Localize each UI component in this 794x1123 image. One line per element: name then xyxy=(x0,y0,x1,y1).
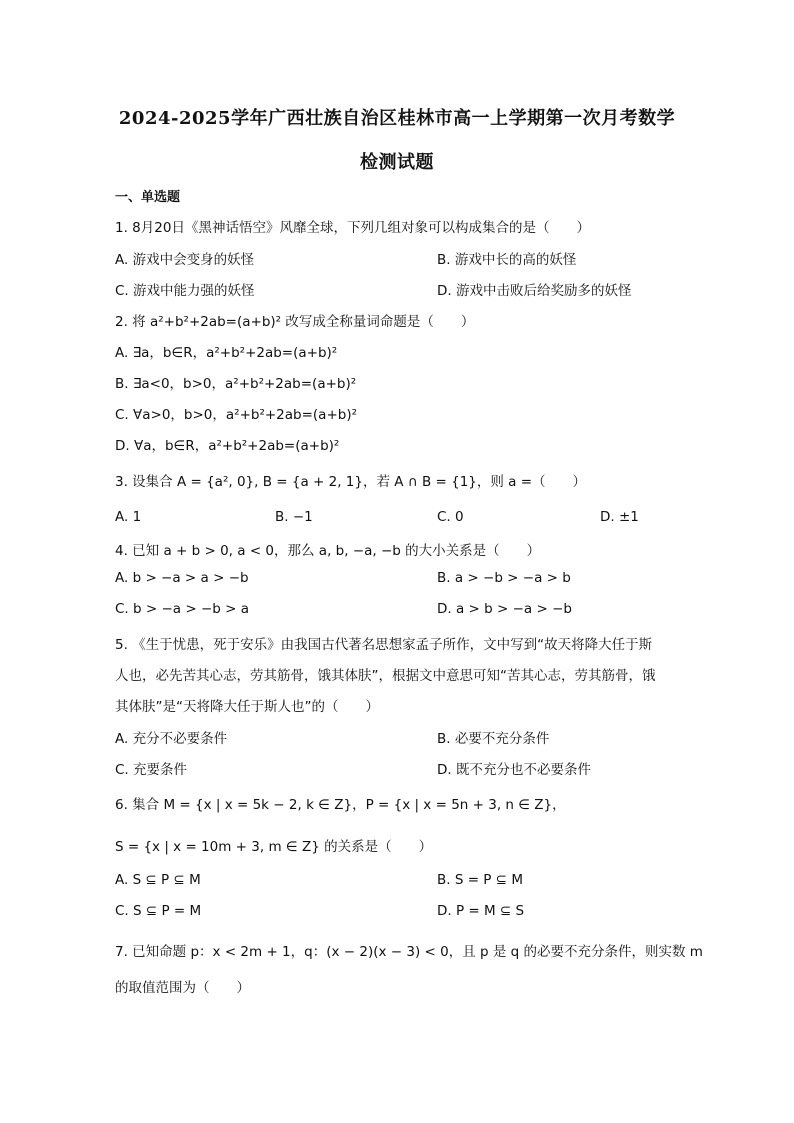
question-6-option-c: C. S ⊆ P = M xyxy=(115,903,202,919)
exam-title-line2: 检测试题 xyxy=(360,152,434,173)
question-5-option-a: A. 充分不必要条件 xyxy=(115,731,228,747)
question-1-option-a: A. 游戏中会变身的妖怪 xyxy=(115,252,255,268)
question-1-option-d: D. 游戏中击败后给奖励多的妖怪 xyxy=(437,283,632,299)
section-heading: 一、单选题 xyxy=(115,190,181,205)
question-3-option-b: B. −1 xyxy=(275,509,313,525)
question-4-option-b: B. a > −b > −a > b xyxy=(437,570,571,586)
question-6-option-d: D. P = M ⊆ S xyxy=(437,903,525,919)
question-3-option-d: D. ±1 xyxy=(600,509,639,525)
question-1-stem: 1. 8月20日《黑神话悟空》风靡全球，下列几组对象可以构成集合的是（ ） xyxy=(115,220,590,236)
question-4-option-a: A. b > −a > a > −b xyxy=(115,570,249,586)
question-5-option-b: B. 必要不充分条件 xyxy=(437,731,550,747)
question-1-option-b: B. 游戏中长的高的妖怪 xyxy=(437,252,577,268)
question-5-line2: 人也，必先苦其心志，劳其筋骨，饿其体肤”，根据文中意思可知“苦其心志，劳其筋骨，饿 xyxy=(115,668,656,684)
question-5-option-c: C. 充要条件 xyxy=(115,762,188,778)
question-7-line2: 的取值范围为（ ） xyxy=(115,980,250,996)
question-2-option-c: C. ∀a>0，b>0，a²+b²+2ab=(a+b)² xyxy=(115,407,358,423)
exam-title-line1: 2024-2025学年广西壮族自治区桂林市高一上学期第一次月考数学 xyxy=(118,108,676,129)
question-5-option-d: D. 既不充分也不必要条件 xyxy=(437,762,591,778)
question-1-option-c: C. 游戏中能力强的妖怪 xyxy=(115,283,255,299)
question-3-stem: 3. 设集合 A = {a², 0}, B = {a + 2, 1}，若 A ∩ B = {1}，则 a =（ ） xyxy=(115,474,587,490)
question-6-line2: S = {x | x = 10m + 3, m ∈ Z} 的关系是（ ） xyxy=(115,839,433,855)
question-5-line3: 其体肤”是“天将降大任于斯人也”的（ ） xyxy=(115,699,379,715)
question-7-line1: 7. 已知命题 p：x < 2m + 1，q：(x − 2)(x − 3) < 0，且 p 是 q 的必要不充分条件，则实数 m xyxy=(115,944,703,960)
question-4-stem: 4. 已知 a + b > 0, a < 0，那么 a, b, −a, −b 的大小关系是（ ） xyxy=(115,543,541,559)
question-2-option-a: A. ∃a，b∈R，a²+b²+2ab=(a+b)² xyxy=(115,345,338,361)
question-5-line1: 5. 《生于忧患，死于安乐》由我国古代著名思想家孟子所作，文中写到“故天将降大任于斯 xyxy=(115,637,653,653)
question-2-stem: 2. 将 a²+b²+2ab=(a+b)² 改写成全称量词命题是（ ） xyxy=(115,314,475,330)
question-4-option-c: C. b > −a > −b > a xyxy=(115,601,249,617)
question-6-option-b: B. S = P ⊆ M xyxy=(437,872,523,888)
question-4-option-d: D. a > b > −a > −b xyxy=(437,601,572,617)
question-3-option-a: A. 1 xyxy=(115,509,142,525)
question-2-option-b: B. ∃a<0，b>0，a²+b²+2ab=(a+b)² xyxy=(115,376,357,392)
question-3-option-c: C. 0 xyxy=(437,509,464,525)
question-6-line1: 6. 集合 M = {x | x = 5k − 2, k ∈ Z}，P = {x | x = 5n + 3, n ∈ Z}， xyxy=(115,797,566,813)
question-2-option-d: D. ∀a，b∈R，a²+b²+2ab=(a+b)² xyxy=(115,438,340,454)
question-6-option-a: A. S ⊆ P ⊆ M xyxy=(115,872,201,888)
